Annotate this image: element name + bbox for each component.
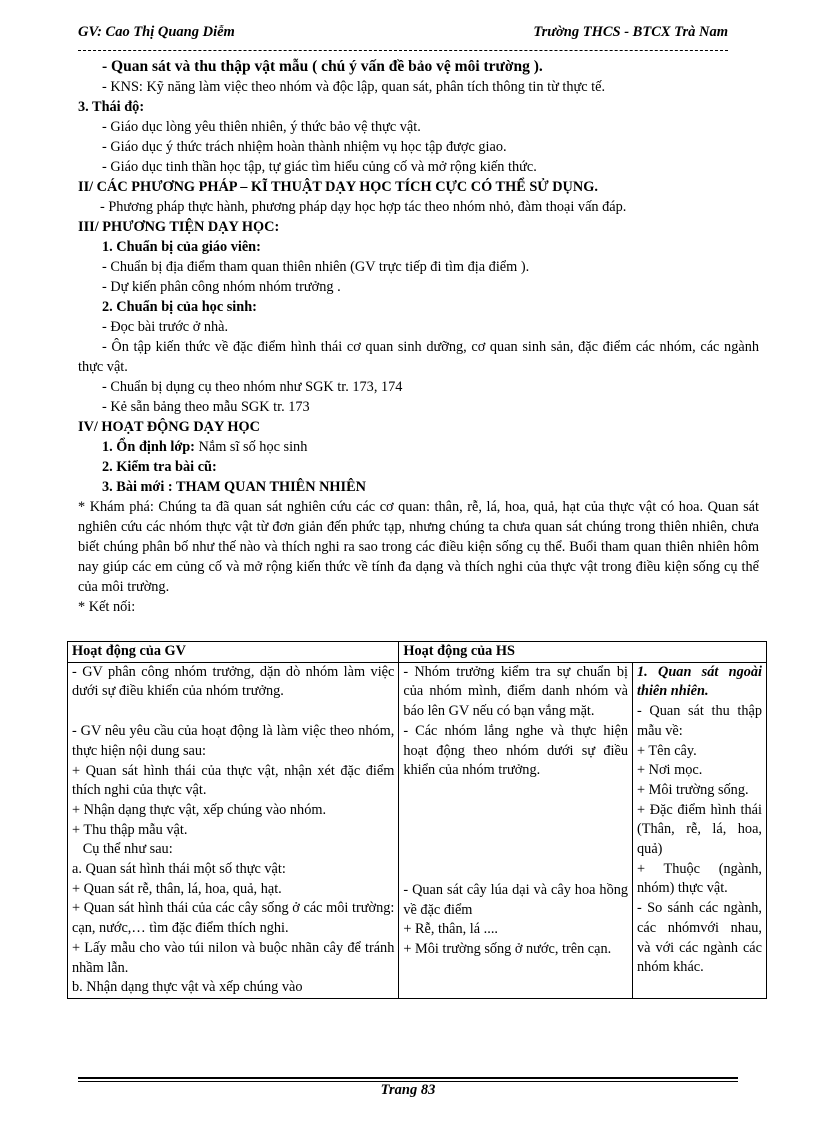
gv-text: - GV nêu yêu cầu của hoạt động là làm việc theo nhóm, thực hiện nội dung sau: — [72, 723, 395, 759]
notes-text: - Quan sát thu thập mẫu về: — [637, 703, 762, 739]
student-prep-item: - Ôn tập kiến thức về đặc điểm hình thái cơ quan sinh dưỡng, cơ quan sinh sản, đặc điểm các nhóm, các ngành thực vật. — [78, 339, 759, 375]
gv-text: + Thu thập mẫu vật. — [72, 821, 188, 838]
notes-text: + Nơi mọc. — [637, 762, 703, 779]
gv-text: b. Nhận dạng thực vật và xếp chúng vào — [72, 979, 303, 996]
section-iii-heading: III/ PHƯƠNG TIỆN DẠY HỌC: — [78, 219, 280, 235]
student-prep-item: - Kẻ sẵn bảng theo mẫu SGK tr. 173 — [102, 399, 310, 415]
explore-paragraph: * Khám phá: Chúng ta đã quan sát nghiên cứu các cơ quan: thân, rễ, lá, hoa, quả, hạt của thực vật có hoa. Quan sát nghiên cứu các nhóm thực vật từ đơn giản đến phức tạp, nhưng chúng ta chưa quan sát chúng trong thiên nhiên, chưa biết chúng phân bố như thế nào và thích nghi ra sao trong các điều kiện sống cụ thể. Buổi tham quan thiên nhiên hôm nay giúp các em củng cố và mở rộng kiến thức về tính đa dạng và thích nghi của thực vật trong điều kiện sống cụ thể của môi trường. — [78, 499, 759, 595]
attitude-item: - Giáo dục ý thức trách nhiệm hoàn thành nhiệm vụ học tập được giao. — [102, 139, 507, 155]
header-hs: Hoạt động của HS — [399, 642, 767, 663]
connect-heading: * Kết nối: — [78, 599, 136, 615]
gv-text: a. Quan sát hình thái một số thực vật: — [72, 861, 286, 878]
hs-text: + Môi trường sống ở nước, trên cạn. — [403, 941, 612, 958]
table-header-row — [68, 642, 767, 663]
notes-text: - So sánh các ngành, các nhómvới nhau, và với các ngành các nhóm khác. — [637, 900, 762, 976]
gv-text: - GV phân công nhóm trưởng, dặn dò nhóm làm việc dưới sự điều khiển của nhóm trưởng. — [72, 663, 395, 700]
methods-line: - Phương pháp thực hành, phương pháp dạy học hợp tác theo nhóm nhỏ, đàm thoại vấn đáp. — [100, 199, 627, 215]
new-lesson-title: : THAM QUAN THIÊN NHIÊN — [164, 479, 366, 495]
hs-text: - Quan sát cây lúa dại và cây hoa hồng về đặc điểm — [403, 881, 629, 918]
gv-text: + Quan sát hình thái của các cây sống ở các môi trường: cạn, nước,… tìm đặc điểm thích nghi. — [72, 900, 395, 937]
notes-text: + Tên cây. — [637, 742, 697, 759]
notes-title: 1. Quan sát ngoài thiên nhiên. — [637, 663, 762, 700]
new-lesson-label: 3. Bài mới — [102, 479, 165, 495]
gv-text: + Lấy mẫu cho vào túi nilon và buộc nhãn cây để tránh nhầm lẫn. — [72, 939, 395, 976]
document-body — [78, 57, 759, 617]
student-prep-item: - Đọc bài trước ở nhà. — [102, 319, 229, 335]
teacher-name: GV: Cao Thị Quang Diễm — [78, 24, 235, 40]
kns-line: - KNS: Kỹ năng làm việc theo nhóm và độc lập, quan sát, phân tích thông tin từ thực tế. — [102, 79, 606, 95]
teacher-prep-heading: 1. Chuẩn bị của giáo viên: — [102, 239, 261, 255]
attitude-item: - Giáo dục lòng yêu thiên nhiên, ý thức bảo vệ thực vật. — [102, 119, 421, 135]
hs-text: - Nhóm trưởng kiểm tra sự chuẩn bị của nhóm mình, điểm danh nhóm và báo lên GV nếu có bạn vắng mặt. — [403, 663, 629, 720]
notes-cell — [633, 662, 767, 998]
new-lesson-line — [78, 477, 759, 497]
hs-cell — [399, 662, 633, 998]
gv-cell — [68, 662, 399, 998]
notes-text: + Đặc điểm hình thái (Thân, rễ, lá, hoa, quả) — [637, 801, 762, 858]
page-number: Trang 83 — [380, 1082, 436, 1098]
hs-text: - Các nhóm lắng nghe và thực hiện hoạt động theo nhóm dưới sự điều khiển của nhóm trưởng. — [403, 722, 629, 779]
footer-divider — [78, 1077, 738, 1079]
review-heading: 2. Kiểm tra bài cũ: — [102, 459, 217, 475]
school-name: Trường THCS - BTCX Trà Nam — [533, 24, 728, 40]
page-header — [78, 24, 728, 46]
table-row — [68, 662, 767, 998]
notes-text: + Thuộc (ngành, nhóm) thực vật. — [637, 860, 762, 897]
header-divider — [78, 50, 728, 51]
student-prep-heading: 2. Chuẩn bị của học sinh: — [102, 299, 257, 315]
header-gv: Hoạt động của GV — [68, 642, 399, 663]
activity-table — [67, 641, 767, 999]
gv-text: Cụ thể như sau: — [72, 841, 173, 858]
student-prep-item: - Chuẩn bị dụng cụ theo nhóm như SGK tr. 173, 174 — [102, 379, 403, 395]
hs-text: + Rễ, thân, lá .... — [403, 921, 498, 938]
teacher-prep-item: - Chuẩn bị địa điểm tham quan thiên nhiên (GV trực tiếp đi tìm địa điểm ). — [102, 259, 530, 275]
gv-text: + Quan sát rễ, thân, lá, hoa, quả, hạt. — [72, 880, 282, 897]
gv-text: + Nhận dạng thực vật, xếp chúng vào nhóm. — [72, 801, 327, 818]
objective-line: - Quan sát và thu thập vật mẫu ( chú ý vấn đề bảo vệ môi trường ). — [102, 58, 543, 75]
section-iv-heading: IV/ HOẠT ĐỘNG DẠY HỌC — [78, 419, 260, 435]
class-stabilize-line — [78, 437, 759, 457]
class-stabilize-label: 1. Ổn định lớp: — [102, 439, 195, 455]
teacher-prep-item: - Dự kiến phân công nhóm nhóm trưởng . — [102, 279, 341, 295]
section-attitude-heading: 3. Thái độ: — [78, 99, 145, 115]
class-stabilize-text: Nắm sĩ số học sinh — [194, 439, 308, 455]
gv-text: + Quan sát hình thái của thực vật, nhận xét đặc điểm thích nghi của thực vật. — [72, 762, 395, 799]
attitude-item: - Giáo dục tinh thần học tập, tự giác tìm hiểu củng cố và mở rộng kiến thức. — [102, 159, 537, 175]
section-ii-heading: II/ CÁC PHƯƠNG PHÁP – KĨ THUẬT DẠY HỌC TÍCH CỰC CÓ THỂ SỬ DỤNG. — [78, 179, 598, 195]
notes-text: + Môi trường sống. — [637, 781, 749, 798]
